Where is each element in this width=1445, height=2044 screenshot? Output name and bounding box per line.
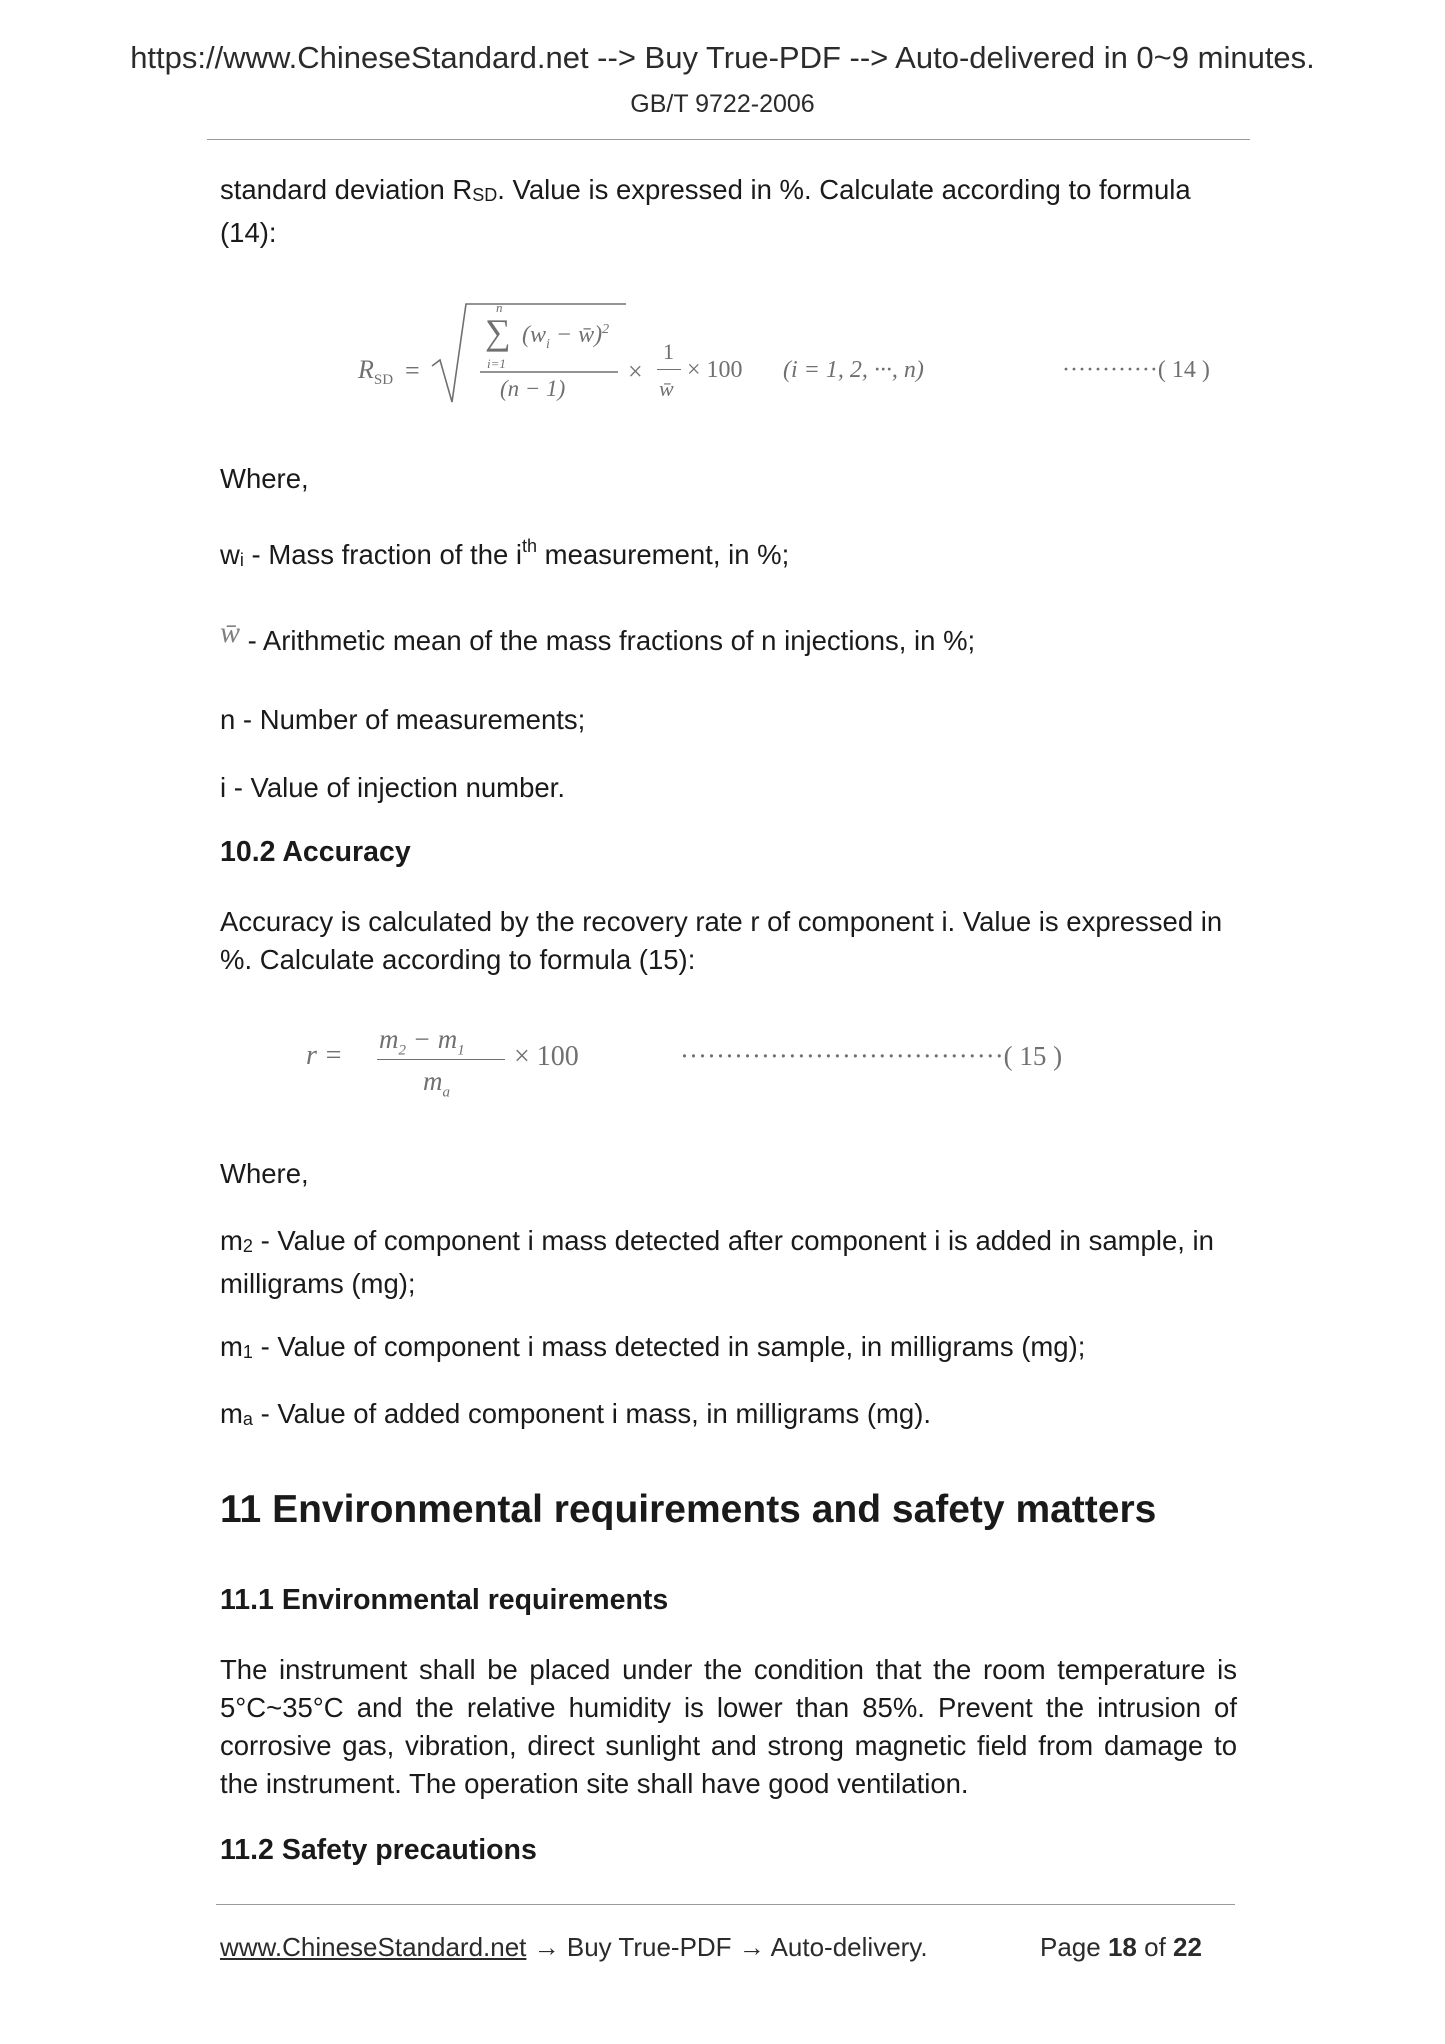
formula14-numerator: ($w_i$ − w̄)$^2$: [522, 322, 610, 352]
sum-bottom: i=1: [487, 356, 506, 371]
def-n: n - Number of measurements;: [220, 704, 586, 735]
section-11-2-heading: 11.2 Safety precautions: [220, 1834, 537, 1866]
def-i: i - Value of injection number.: [220, 772, 565, 803]
formula15-lhs: r =: [306, 1040, 343, 1071]
formula14-times100: × 100: [687, 357, 743, 383]
intro-paragraph: [220, 171, 1237, 252]
formula14-lhs: $R_{SD}$: [358, 355, 394, 389]
section-11-1-heading: 11.1 Environmental requirements: [220, 1584, 669, 1616]
formula14-condition: (i = 1, 2, ···, n): [783, 357, 924, 383]
environment-paragraph: The instrument shall be placed under the condition that the room temperature is 5°C~35°C and the relative humidity is lower than 85%. Prevent the intrusion of corrosive gas, vibration, direct sunlight and strong magnetic field from damage to the instrument. The operation site shall have good ventilation.: [220, 1654, 1237, 1799]
sum-top: n: [496, 300, 503, 315]
formula15-times100: × 100: [514, 1041, 579, 1072]
formula14-one: 1: [663, 339, 674, 364]
fraction-bar-15: [377, 1059, 505, 1060]
header-url-line[interactable]: https://www.ChineseStandard.net --> Buy True-PDF --> Auto-delivered in 0~9 minutes.: [130, 40, 1315, 75]
formula15-numerator: $m_2 - m_1$: [379, 1024, 465, 1059]
footer-link-line[interactable]: [220, 1932, 928, 1963]
formula14-denominator: (n − 1): [500, 376, 566, 401]
formula14-wbar: w̄: [659, 376, 674, 401]
footer-delivery-text: → Buy True-PDF → Auto-delivery.: [526, 1932, 928, 1962]
section-11-heading: 11 Environmental requirements and safety matters: [220, 1488, 1157, 1531]
def-ma: $m_a$ - Value of added component i mass, in milligrams (mg).: [220, 1398, 932, 1429]
page-number: 18: [1107, 1932, 1137, 1962]
header-divider: [207, 139, 1250, 140]
def-wi: $w_i$ - Mass fraction of the $i^{th}$ measurement, in %;: [220, 536, 790, 570]
formula14-equals: =: [405, 356, 420, 385]
page-total: 22: [1173, 1932, 1202, 1962]
intro-pre: standard deviation R: [220, 174, 473, 205]
accuracy-paragraph: Accuracy is calculated by the recovery rate r of component i. Value is expressed in %. Calculate according to formula (15):: [220, 906, 1223, 975]
where-label-2: Where,: [220, 1158, 309, 1189]
standard-code: GB/T 9722-2006: [630, 90, 815, 118]
sum-symbol: ∑: [485, 312, 511, 352]
page-indicator: Page 18 of 22: [1040, 1932, 1202, 1962]
intro-post: . Value is expressed in %. Calculate according to formula (14):: [220, 174, 1191, 248]
def-wbar: w̄ - Arithmetic mean of the mass fractions of n injections, in %;: [220, 616, 976, 656]
footer-divider: [216, 1904, 1235, 1905]
intro-sub: SD: [472, 185, 498, 205]
formula15-number: ····································( 15 ): [680, 1041, 1063, 1071]
formula15-denominator: $m_a$: [423, 1066, 450, 1101]
def-m1: $m_1$ - Value of component i mass detected in sample, in milligrams (mg);: [220, 1331, 1086, 1362]
fraction-bar-small: [657, 369, 681, 370]
formula14-times: ×: [628, 357, 643, 386]
section-10-2-heading: 10.2 Accuracy: [220, 836, 411, 868]
def-m2: $m_2$ - Value of component i mass detected after component i is added in sample, in milligrams (mg);: [220, 1225, 1214, 1299]
formula14-number: ············( 14 ): [1062, 357, 1210, 383]
where-label-1: Where,: [220, 463, 309, 494]
footer-site-link[interactable]: www.ChineseStandard.net: [220, 1932, 527, 1962]
wbar-symbol: w̄: [220, 616, 241, 649]
